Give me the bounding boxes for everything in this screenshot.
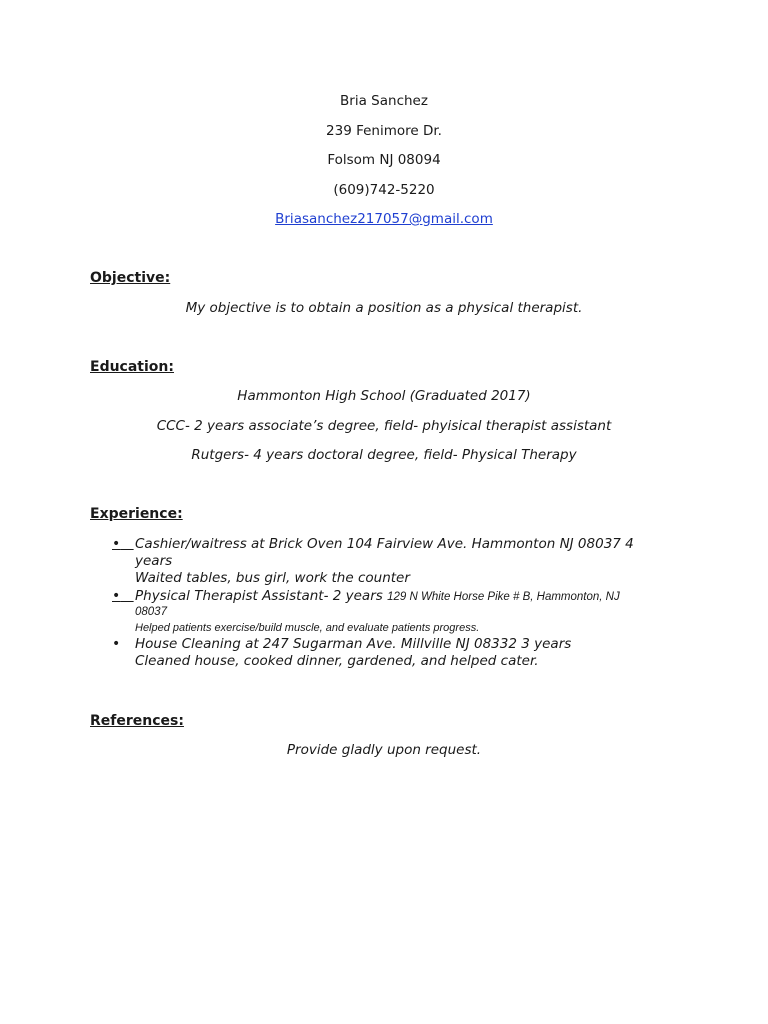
bullet-1-mark: • xyxy=(112,536,121,552)
bullet-3: • xyxy=(112,636,121,652)
references-text: Provide gladly upon request. xyxy=(286,742,482,758)
contact-phone: (609)742-5220 xyxy=(333,182,435,198)
contact-city: Folsom NJ 08094 xyxy=(327,152,441,168)
objective-heading: Objective: xyxy=(90,270,171,286)
experience-1-title-cont: years xyxy=(135,553,173,569)
experience-2-title xyxy=(135,588,620,606)
experience-2-address: 129 N White Horse Pike # B, Hammonton, NJ xyxy=(387,591,620,603)
bullet-1 xyxy=(112,536,134,553)
experience-2-detail: Helped patients exercise/build muscle, and evaluate patients progress. xyxy=(135,622,480,634)
experience-1-detail: Waited tables, bus girl, work the counter xyxy=(135,570,410,586)
experience-2-title-cont: 08037 xyxy=(135,606,167,618)
education-line-1: Hammonton High School (Graduated 2017) xyxy=(237,388,531,404)
bullet-2 xyxy=(112,588,134,605)
education-line-3: Rutgers- 4 years doctoral degree, field- Physical Therapy xyxy=(191,447,577,463)
experience-3-detail: Cleaned house, cooked dinner, gardened, and helped cater. xyxy=(135,653,539,669)
experience-heading: Experience: xyxy=(90,506,183,522)
contact-address: 239 Fenimore Dr. xyxy=(326,123,442,139)
bullet-2-mark: • xyxy=(112,588,121,604)
experience-1-title: Cashier/waitress at Brick Oven 104 Fairview Ave. Hammonton NJ 08037 4 xyxy=(135,536,634,552)
references-heading: References: xyxy=(90,713,184,729)
email-link[interactable]: Briasanchez217057@gmail.com xyxy=(275,211,493,227)
objective-text: My objective is to obtain a position as a physical therapist. xyxy=(185,300,583,316)
contact-name: Bria Sanchez xyxy=(340,93,428,109)
education-heading: Education: xyxy=(90,359,174,375)
contact-email-row xyxy=(0,210,768,228)
education-line-2: CCC- 2 years associate’s degree, field- phyisical therapist assistant xyxy=(156,418,612,434)
experience-3-title: House Cleaning at 247 Sugarman Ave. Millville NJ 08332 3 years xyxy=(135,636,572,652)
experience-2-role: Physical Therapist Assistant- 2 years xyxy=(135,588,388,604)
